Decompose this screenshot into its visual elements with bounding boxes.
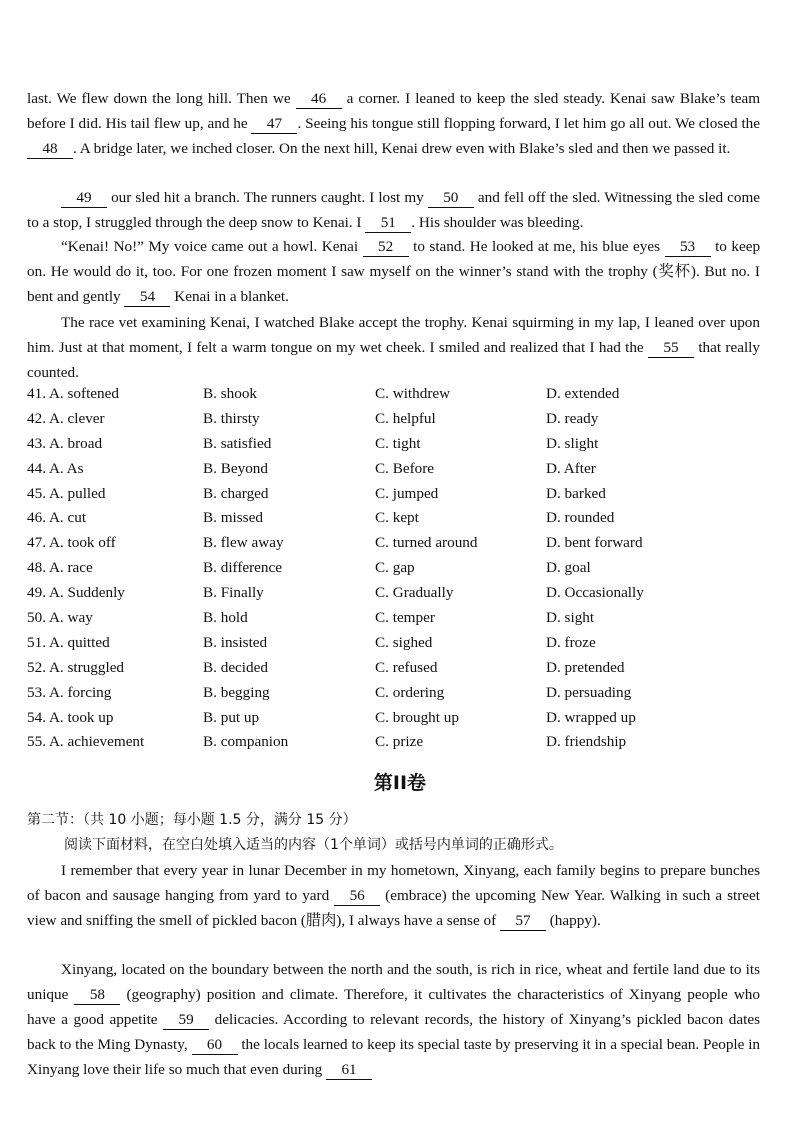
section-instruction: 阅读下面材料，在空白处填入适当的内容（1个单词）或括号内单词的正确形式。: [64, 837, 563, 853]
option-d: D. Occasionally: [546, 584, 644, 602]
option-row: [27, 410, 760, 435]
option-b: B. put up: [203, 708, 260, 726]
option-c: C. Gradually: [375, 584, 454, 602]
option-d: D. sight: [546, 609, 595, 627]
section-heading: 第二节：（共 10 小题；每小题 1.5 分，满分 15 分）: [27, 812, 357, 828]
option-c: C. ordering: [375, 683, 445, 701]
option-row: [27, 509, 760, 534]
option-b: B. charged: [203, 484, 269, 502]
blank-47: 47: [251, 114, 297, 134]
option-d: D. goal: [546, 559, 591, 577]
option-b: B. thirsty: [203, 409, 260, 427]
blank-55: 55: [648, 338, 694, 358]
option-b: B. hold: [203, 609, 248, 627]
option-a: 55. A. achievement: [27, 733, 145, 751]
blank-46: 46: [296, 89, 342, 109]
option-a: 47. A. took off: [27, 534, 116, 552]
blank-48: 48: [27, 139, 73, 159]
option-b: B. missed: [203, 509, 263, 527]
grammar-paragraph-2: Xinyang, located on the boundary between the north and the south, is rich in rice, wheat and fertile land due to its unique 58 (geography) position and climate. Therefore, it cultivates the characteristics of Xinyang people who have a good appetite 59 delicacies. According to relevant records, the history of Xinyang’s pickled bacon dates back to the Ming Dynasty, 60 the locals learned to keep its special taste by preserving it in a special bean. People in Xinyang love their life so much that even during 61: [27, 961, 761, 1078]
passage-paragraph-4: The race vet examining Kenai, I watched Blake accept the trophy. Kenai squirming in my lap, I leaned over upon him. Just at that moment, I felt a warm tongue on my wet cheek. I smiled and realized that I had the 55 that really counted.: [27, 314, 760, 381]
option-d: D. extended: [546, 385, 620, 402]
passage-paragraph-2: 49 our sled hit a branch. The runners caught. I lost my 50 and fell off the sled. Witnessing the sled come to a stop, I struggled through the deep snow to Kenai. I 51 . His shoulder was bleeding.: [27, 189, 761, 231]
option-b: B. companion: [203, 733, 289, 751]
blank-61: 61: [326, 1060, 372, 1080]
option-row: [27, 634, 760, 659]
option-d: D. After: [546, 459, 596, 477]
blank-57: 57: [500, 911, 546, 931]
option-row: [27, 385, 760, 410]
option-d: D. wrapped up: [546, 708, 636, 726]
blank-54: 54: [124, 287, 170, 307]
blank-51: 51: [365, 213, 411, 233]
blank-56: 56: [334, 886, 380, 906]
option-b: B. Finally: [203, 584, 264, 602]
option-row: [27, 460, 760, 485]
option-c: C. prize: [375, 733, 424, 751]
blank-59: 59: [163, 1010, 209, 1030]
option-c: C. tight: [375, 434, 421, 452]
option-b: B. Beyond: [203, 459, 268, 477]
option-a: 52. A. struggled: [27, 658, 125, 676]
option-a: 54. A. took up: [27, 708, 114, 726]
option-a: 45. A. pulled: [27, 484, 106, 502]
passage-paragraph-3: “Kenai! No!” My voice came out a howl. Kenai 52 to stand. He looked at me, his blue eyes 53 to keep on. He would do it, too. For one frozen moment I saw myself on the winner’s stand with the trophy (奖杯). But no. I bent and gently 54 Kenai in a blanket.: [27, 238, 761, 305]
option-row: [27, 435, 760, 460]
option-b: B. difference: [203, 559, 282, 577]
option-d: D. friendship: [546, 733, 627, 751]
option-a: 50. A. way: [27, 609, 93, 627]
option-b: B. begging: [203, 683, 270, 701]
blank-52: 52: [363, 237, 409, 257]
option-a: 43. A. broad: [27, 434, 103, 452]
option-row: [27, 584, 760, 609]
blank-53: 53: [665, 237, 711, 257]
option-a: 46. A. cut: [27, 509, 87, 527]
option-b: B. satisfied: [203, 434, 272, 452]
passage-paragraph-1: last. We flew down the long hill. Then we 46 a corner. I leaned to keep the sled steady. Kenai saw Blake’s team before I did. His tail flew up, and he 47 . Seeing his tongue still flopping forward, I let him go all out. We closed the 48 . A bridge later, we inched closer. On the next hill, Kenai drew even with Blake’s sled and then we passed it.: [27, 90, 761, 157]
option-c: C. gap: [375, 559, 415, 577]
option-c: C. jumped: [375, 484, 439, 502]
option-d: D. ready: [546, 409, 599, 427]
option-row: [27, 609, 760, 634]
option-row: [27, 485, 760, 510]
option-d: D. froze: [546, 633, 596, 651]
volume-title: 第II卷: [373, 772, 427, 794]
option-b: B. insisted: [203, 633, 268, 651]
option-row: [27, 684, 760, 709]
option-a: 53. A. forcing: [27, 683, 112, 701]
option-c: C. kept: [375, 509, 419, 527]
option-row: [27, 559, 760, 584]
option-a: 51. A. quitted: [27, 633, 110, 651]
option-a: 42. A. clever: [27, 409, 105, 427]
option-d: D. rounded: [546, 509, 615, 527]
blank-60: 60: [192, 1035, 238, 1055]
option-b: B. decided: [203, 658, 268, 676]
option-c: C. brought up: [375, 708, 459, 726]
blank-58: 58: [74, 985, 120, 1005]
option-c: C. sighed: [375, 633, 433, 651]
option-c: C. Before: [375, 459, 435, 477]
option-row: [27, 733, 760, 758]
option-b: B. shook: [203, 385, 258, 402]
grammar-paragraph-1: I remember that every year in lunar December in my hometown, Xinyang, each family begins to prepare bunches of bacon and sausage hanging from yard to yard 56 (embrace) the upcoming New Year. Walking in such a street view and sniffing the smell of pickled bacon (腊肉), I always have a sense of 57 (happy).: [27, 862, 760, 929]
option-row: [27, 709, 760, 734]
option-c: C. refused: [375, 658, 438, 676]
option-d: D. pretended: [546, 658, 625, 676]
option-c: C. withdrew: [375, 385, 451, 402]
option-a: 41. A. softened: [27, 385, 119, 402]
option-c: C. temper: [375, 609, 435, 627]
blank-49: 49: [61, 188, 107, 208]
option-row: [27, 534, 760, 559]
option-d: D. persuading: [546, 683, 632, 701]
option-d: D. slight: [546, 434, 599, 452]
option-a: 44. A. As: [27, 459, 84, 477]
option-c: C. turned around: [375, 534, 478, 552]
blank-50: 50: [428, 188, 474, 208]
option-a: 48. A. race: [27, 559, 93, 577]
option-c: C. helpful: [375, 409, 436, 427]
option-row: [27, 659, 760, 684]
option-d: D. bent forward: [546, 534, 643, 552]
answer-options: [27, 385, 760, 758]
option-d: D. barked: [546, 484, 606, 502]
option-b: B. flew away: [203, 534, 284, 552]
option-a: 49. A. Suddenly: [27, 584, 125, 602]
